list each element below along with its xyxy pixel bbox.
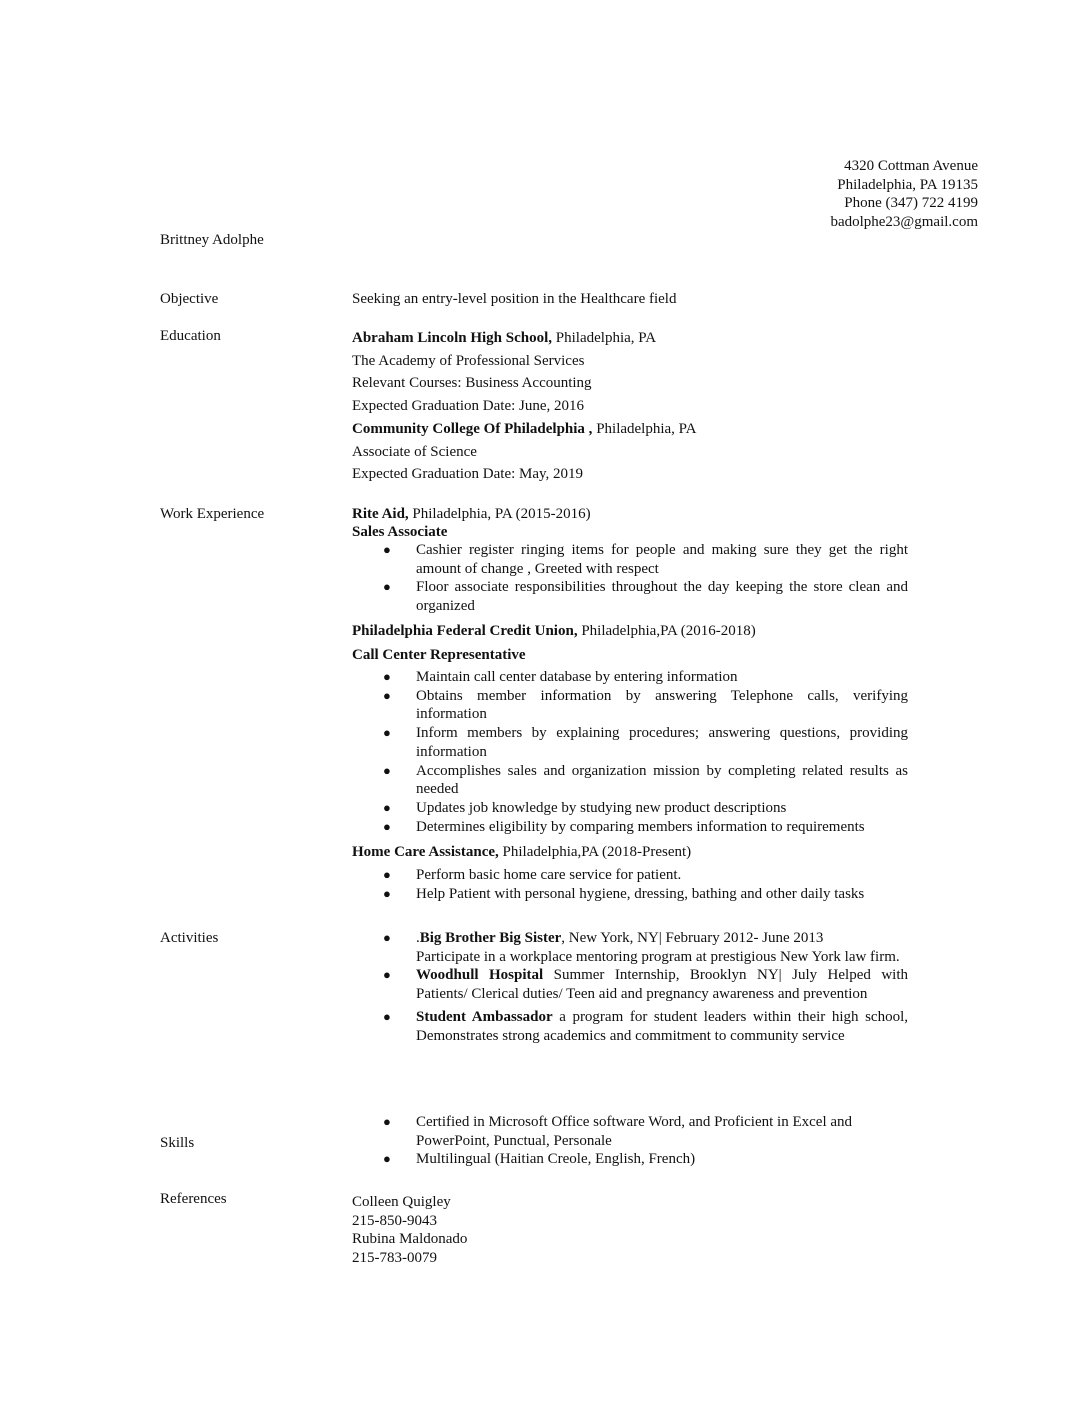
employer-details: Philadelphia,PA (2018-Present) xyxy=(498,844,692,860)
objective-text: Seeking an entry-level position in the Healthcare field xyxy=(352,291,677,307)
address-line-2: Philadelphia, PA 19135 xyxy=(837,176,978,193)
bullet-icon: ● xyxy=(383,799,391,815)
list-item: ● Certified in Microsoft Office software Word, and Proficient in Excel and PowerPoint, Punctual, Personale xyxy=(383,1114,853,1149)
school-1-heading xyxy=(352,327,696,350)
job-credit-union xyxy=(352,622,908,836)
reference-2-phone: 215-783-0079 xyxy=(352,1249,437,1266)
list-item: ● Maintain call center database by entering information xyxy=(383,669,738,685)
job-heading xyxy=(352,843,908,861)
school-2-location: Philadelphia, PA xyxy=(592,420,697,437)
bullet-icon: ● xyxy=(383,579,391,595)
job-title: Sales Associate xyxy=(352,524,448,540)
list-item: ● Perform basic home care service for patient. xyxy=(383,867,682,883)
employer-details: Philadelphia, PA (2015-2016) xyxy=(408,506,591,522)
section-label-objective: Objective xyxy=(160,291,219,307)
employer-details: Philadelphia,PA (2016-2018) xyxy=(577,623,756,639)
job-heading xyxy=(352,622,908,640)
job-rite-aid xyxy=(352,505,908,616)
email: badolphe23@gmail.com xyxy=(830,213,978,230)
list-item: ● Floor associate responsibilities throughout the day keeping the store clean and organized xyxy=(383,579,908,615)
list-item: ● Inform members by explaining procedures; answering questions, providing information xyxy=(383,725,908,760)
list-item: ● Woodhull Hospital Summer Internship, Brooklyn NY| July Helped with Patients/ Clerical duties/ Teen aid and pregnancy awareness and prevention xyxy=(383,967,908,1003)
bullet-icon: ● xyxy=(383,1008,391,1024)
activities-section xyxy=(352,929,908,1045)
section-label-skills: Skills xyxy=(160,1135,195,1151)
list-item: ● .Big Brother Big Sister, New York, NY| February 2012- June 2013 Participate in a workplace mentoring program at prestigious New York law firm. xyxy=(383,930,900,965)
candidate-name: Brittney Adolphe xyxy=(160,232,264,248)
school-1-location: Philadelphia, PA xyxy=(552,330,657,346)
references-section xyxy=(352,1193,467,1267)
school-2-degree: Associate of Science xyxy=(352,443,477,460)
contact-block xyxy=(830,157,978,231)
job-duties xyxy=(352,668,908,836)
job-home-care xyxy=(352,843,908,903)
list-item: ● Determines eligibility by comparing members information to requirements xyxy=(383,818,865,835)
job-duties xyxy=(352,866,908,903)
job-title: Call Center Representative xyxy=(352,647,526,663)
employer-name: Philadelphia Federal Credit Union, xyxy=(352,623,578,639)
phone: Phone (347) 722 4199 xyxy=(844,195,978,211)
activities-list xyxy=(352,929,908,1045)
employer-name: Rite Aid, xyxy=(352,506,409,522)
section-label-activities: Activities xyxy=(160,930,219,946)
education-section xyxy=(352,327,696,486)
reference-1-name: Colleen Quigley xyxy=(352,1194,451,1210)
bullet-icon: ● xyxy=(383,1114,391,1129)
reference-2-name: Rubina Maldonado xyxy=(352,1231,468,1247)
bullet-icon: ● xyxy=(383,669,391,684)
bullet-icon: ● xyxy=(383,818,391,834)
section-label-education: Education xyxy=(160,328,221,344)
school-1-name: Abraham Lincoln High School, xyxy=(352,330,553,346)
job-duties xyxy=(352,541,908,616)
bullet-icon: ● xyxy=(383,762,391,778)
bullet-icon: ● xyxy=(383,867,391,882)
list-item: ● Accomplishes sales and organization mission by completing related results as needed xyxy=(383,762,908,798)
school-2-graduation: Expected Graduation Date: May, 2019 xyxy=(352,466,584,483)
job-heading xyxy=(352,505,908,523)
reference-1-phone: 215-850-9043 xyxy=(352,1212,437,1229)
bullet-icon: ● xyxy=(383,687,391,703)
address-line-1: 4320 Cottman Avenue xyxy=(844,158,978,174)
skills-list xyxy=(352,1113,908,1169)
list-item: ● Updates job knowledge by studying new product descriptions xyxy=(383,799,787,816)
list-item: ● Help Patient with personal hygiene, dressing, bathing and other daily tasks xyxy=(383,885,865,902)
school-2-heading xyxy=(352,418,696,441)
school-1-courses: Relevant Courses: Business Accounting xyxy=(352,375,592,392)
employer-name: Home Care Assistance, xyxy=(352,844,499,860)
bullet-icon: ● xyxy=(383,1151,391,1167)
bullet-icon: ● xyxy=(383,725,391,741)
section-label-work-experience: Work Experience xyxy=(160,506,265,522)
section-label-references: References xyxy=(160,1191,227,1207)
school-2-name: Community College Of Philadelphia , xyxy=(352,420,593,437)
bullet-icon: ● xyxy=(383,885,391,901)
bullet-icon: ● xyxy=(383,930,391,945)
list-item: ● Multilingual (Haitian Creole, English, French) xyxy=(383,1151,696,1168)
bullet-icon: ● xyxy=(383,967,391,983)
list-item: ● Cashier register ringing items for people and making sure they get the right amount of change , Greeted with respect xyxy=(383,542,908,577)
school-1-program: The Academy of Professional Services xyxy=(352,352,585,369)
list-item: ● Student Ambassador a program for student leaders within their high school, Demonstrates strong academics and commitment to community service xyxy=(383,1008,908,1044)
school-1-graduation: Expected Graduation Date: June, 2016 xyxy=(352,398,585,415)
list-item: ● Obtains member information by answering Telephone calls, verifying information xyxy=(383,687,908,723)
skills-section xyxy=(352,1113,908,1169)
bullet-icon: ● xyxy=(383,542,391,557)
